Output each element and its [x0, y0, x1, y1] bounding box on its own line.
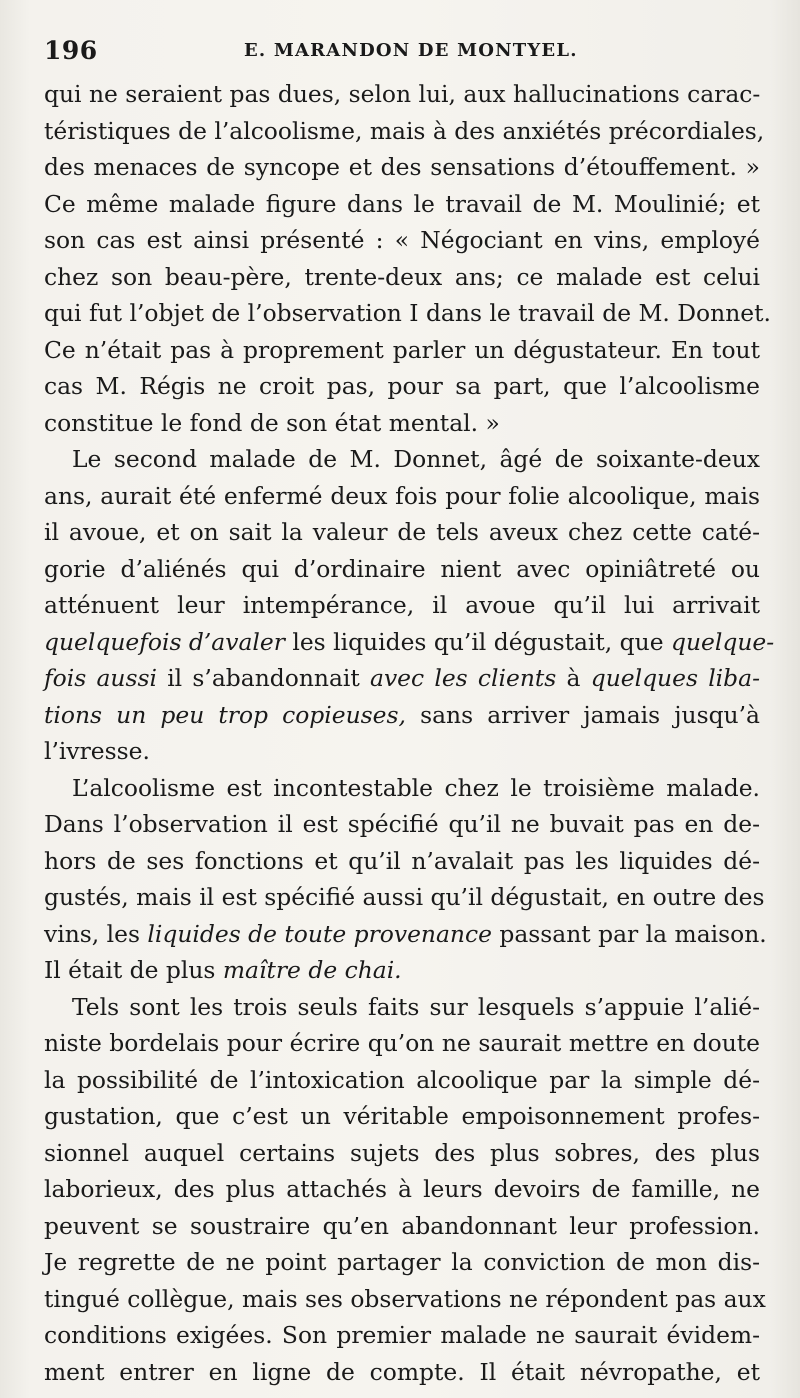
roman-span: à — [556, 664, 591, 692]
italic-span: quelques liba- — [590, 664, 760, 692]
text-line: atténuent leur intempérance, il avoue qu’il lui arrivait — [44, 591, 760, 619]
text-line: gorie d’aliénés qui d’ordinaire nient avec opiniâtreté ou — [44, 554, 760, 583]
text-line-mixed — [44, 624, 775, 661]
text-line: laborieux, des plus attachés à leurs devoirs de famille, ne — [44, 1175, 760, 1203]
paragraph-start-line: Le second malade de M. Donnet, âgé de soixante-deux — [72, 445, 760, 473]
text-line-mixed — [44, 952, 760, 989]
text-line: chez son beau-père, trente-deux ans; ce malade est celui — [44, 262, 760, 291]
italic-span: maître de chai. — [222, 956, 402, 984]
text-line: Ce même malade figure dans le travail de M. Moulinié; et — [44, 189, 760, 218]
text-line: gustation, que c’est un véritable empoisonnement profes- — [44, 1102, 760, 1130]
paragraph-start-line: L’alcoolisme est incontestable chez le troisième malade. — [72, 773, 760, 802]
italic-span: fois aussi — [44, 664, 157, 692]
text-line: son cas est ainsi présenté : « Négociant en vins, employé — [44, 226, 760, 254]
text-line: téristiques de l’alcoolisme, mais à des anxiétés précordiales, — [44, 116, 765, 145]
text-line: Dans l’observation il est spécifié qu’il ne buvait pas en de- — [44, 810, 760, 838]
text-line-mixed — [44, 916, 767, 953]
text-line: qui ne seraient pas dues, selon lui, aux hallucinations carac- — [44, 80, 761, 108]
italic-span: tions un peu trop copieuses, — [44, 700, 406, 729]
text-line: peuvent se soustraire qu’en abandonnant leur profession. — [44, 1211, 760, 1240]
paragraph-start-line: Tels sont les trois seuls faits sur lesquels s’appuie l’alié- — [72, 992, 760, 1021]
text-line-mixed — [44, 697, 760, 734]
page-number: 196 — [44, 36, 98, 65]
roman-span: il s’abandonnait — [156, 664, 371, 692]
roman-span: les liquides qu’il dégustait, que — [284, 627, 671, 656]
text-line: constitue le fond de son état mental. » — [44, 408, 500, 437]
body-text — [44, 76, 775, 1390]
page-header — [44, 36, 764, 70]
text-line-mixed — [44, 660, 760, 697]
text-line: niste bordelais pour écrire qu’on ne saurait mettre en doute — [44, 1029, 760, 1057]
roman-span: vins, les — [44, 919, 148, 948]
roman-span: sans arriver jamais jusqu’à — [405, 700, 760, 729]
text-line: il avoue, et on sait la valeur de tels aveux chez cette caté- — [44, 518, 760, 546]
text-line: Je regrette de ne point partager la conviction de mon dis- — [44, 1248, 760, 1276]
text-line: la possibilité de l’intoxication alcoolique par la simple dé- — [44, 1065, 760, 1094]
text-line: tingué collègue, mais ses observations ne répondent pas aux — [44, 1284, 766, 1313]
text-line: gustés, mais il est spécifié aussi qu’il dégustait, en outre des — [44, 883, 765, 911]
roman-span: Il était de plus — [44, 956, 223, 984]
text-line: sionnel auquel certains sujets des plus sobres, des plus — [44, 1138, 760, 1167]
text-line: conditions exigées. Son premier malade ne saurait évidem- — [44, 1321, 760, 1349]
italic-span: quelquefois d’avaler — [44, 627, 285, 656]
roman-span: passant par la maison. — [491, 919, 767, 948]
italic-span: liquides de toute provenance — [147, 919, 492, 948]
text-line: qui fut l’objet de l’observation I dans le travail de M. Donnet. — [44, 299, 771, 327]
text-line: ans, aurait été enfermé deux fois pour folie alcoolique, mais — [44, 481, 760, 510]
text-line: Ce n’était pas à proprement parler un dégustateur. En tout — [44, 335, 760, 364]
text-line: hors de ses fonctions et qu’il n’avalait pas les liquides dé- — [44, 846, 760, 875]
text-line: des menaces de syncope et des sensations d’étouffement. » — [44, 153, 760, 181]
italic-span: quelque- — [671, 627, 775, 656]
text-line: ment entrer en ligne de compte. Il était névropathe, et — [44, 1357, 760, 1386]
text-line: l’ivresse. — [44, 737, 150, 765]
text-line: cas M. Régis ne croit pas, pour sa part, que l’alcoolisme — [44, 372, 760, 400]
italic-span: avec les clients — [370, 664, 557, 692]
running-head: E. MARANDON DE MONTYEL. — [244, 40, 578, 61]
